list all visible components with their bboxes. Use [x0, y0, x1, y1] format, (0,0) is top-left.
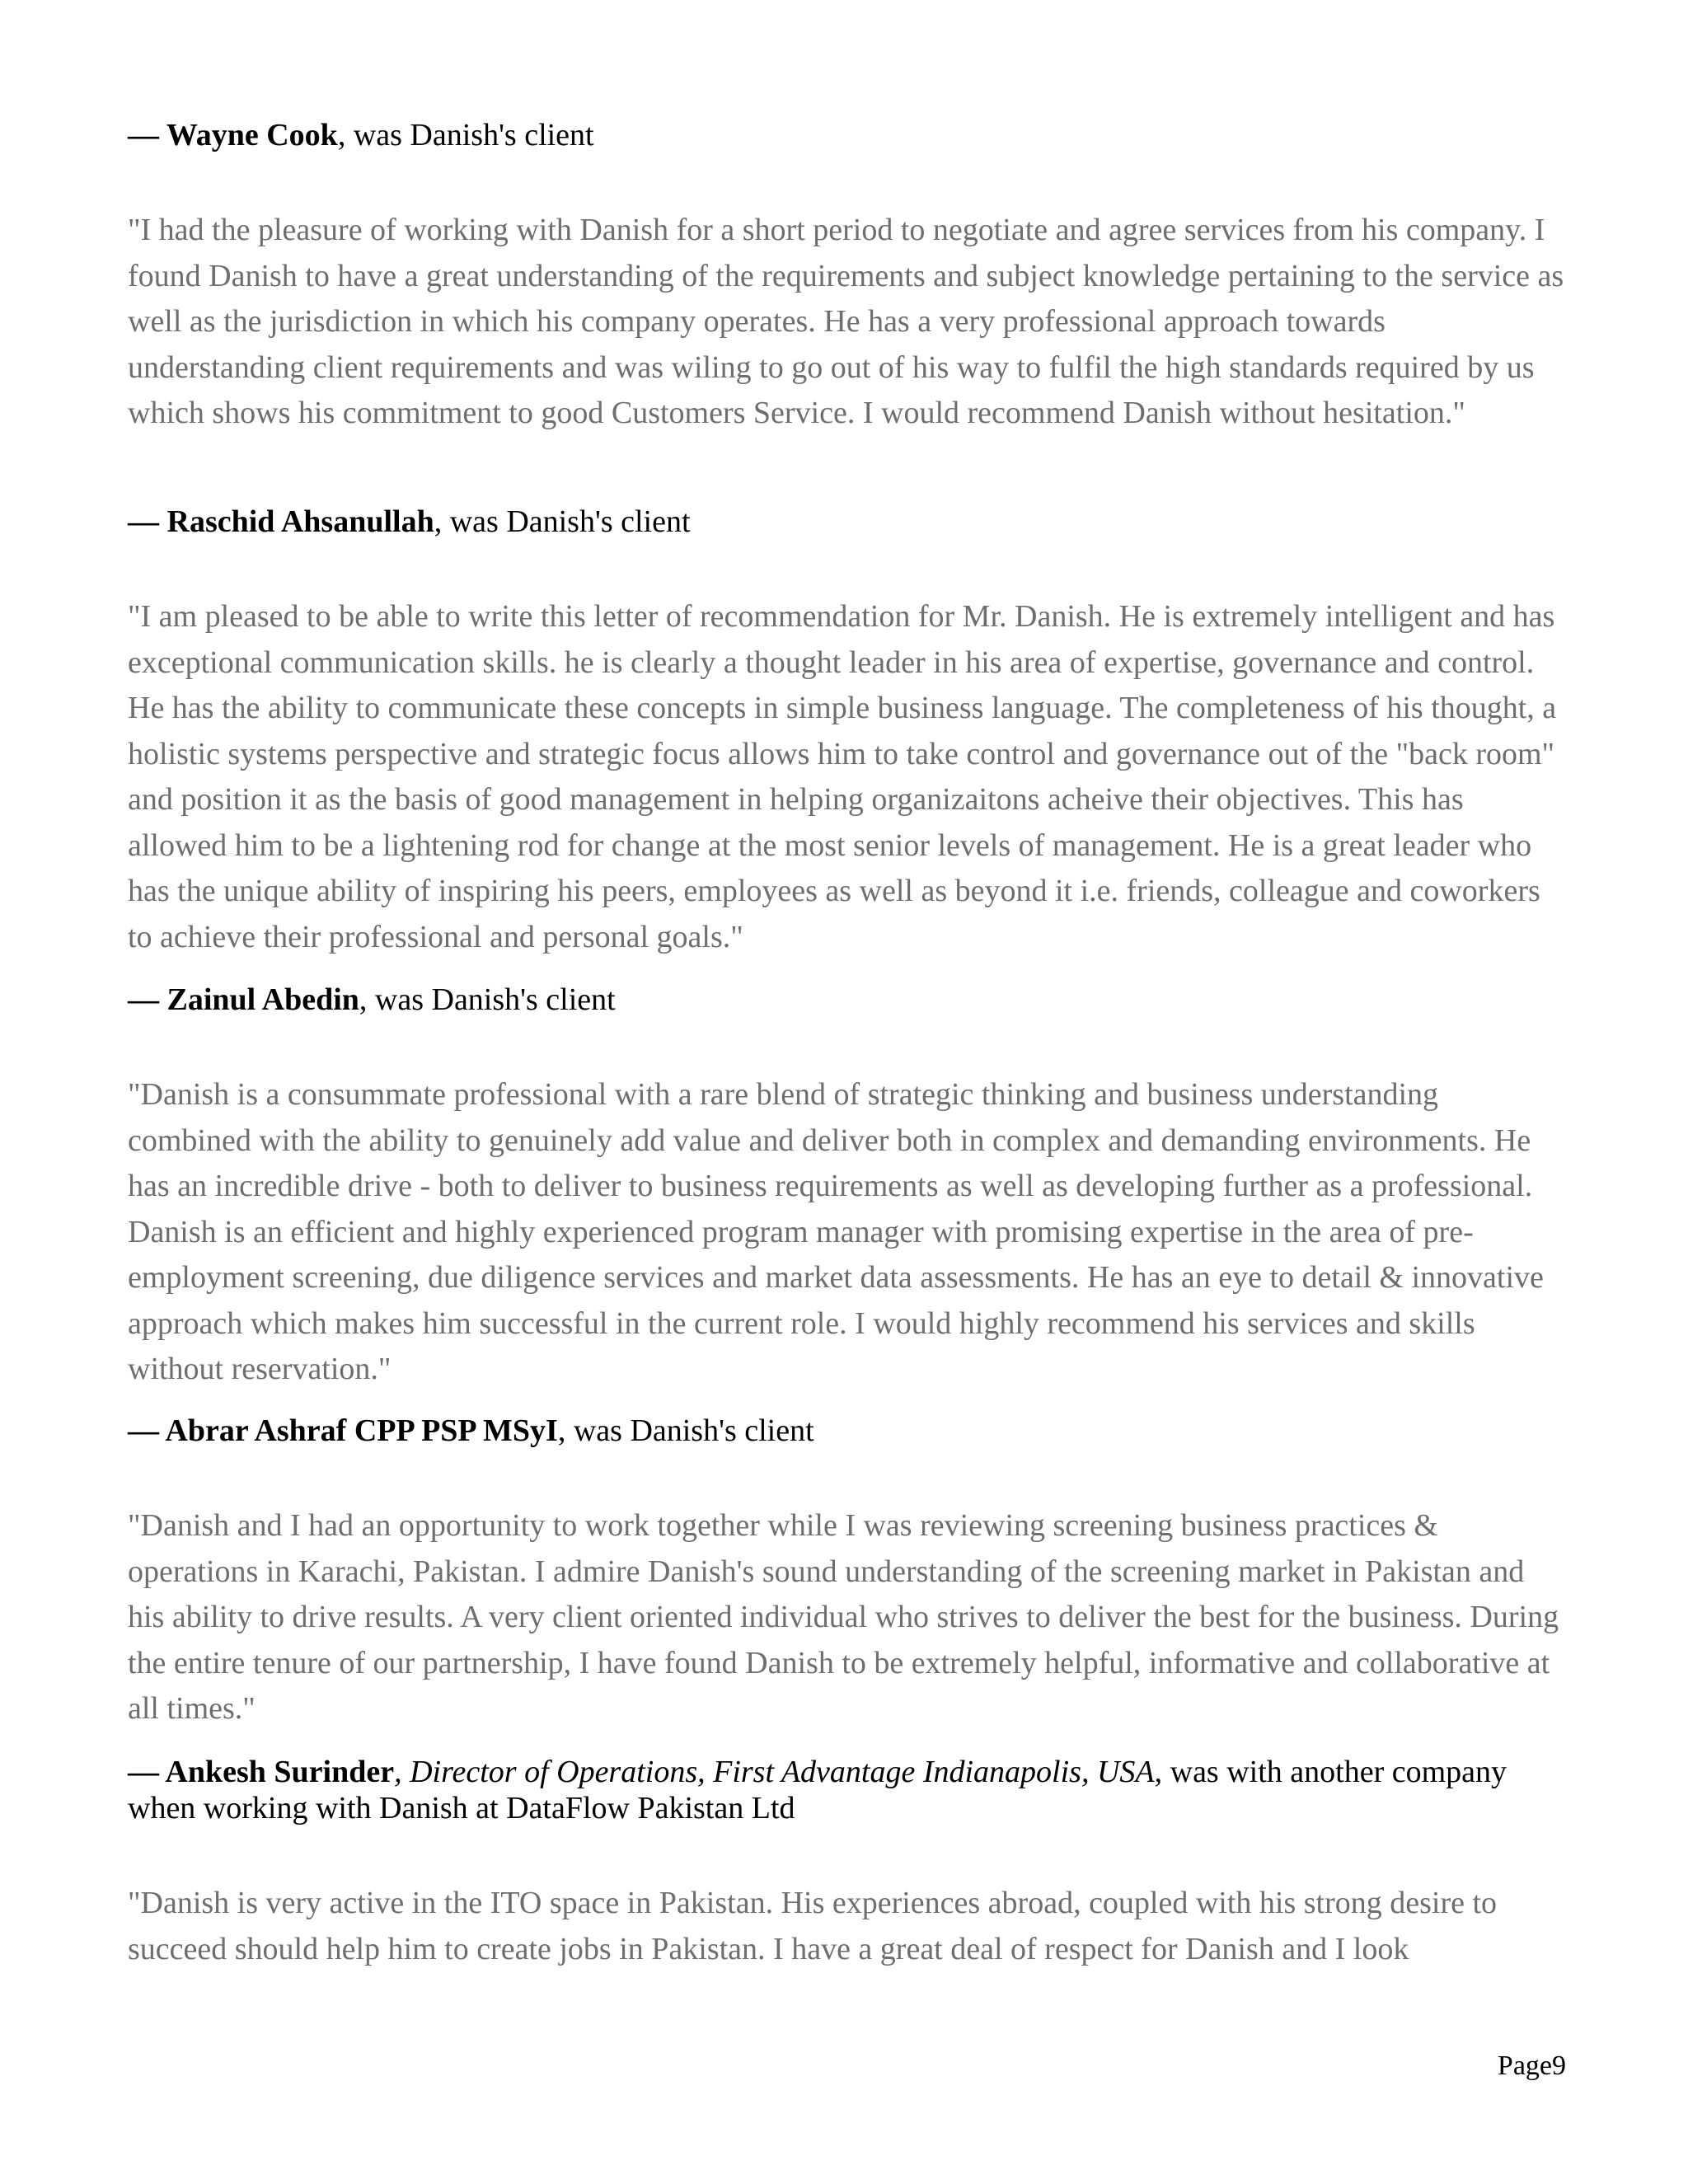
attribution-dash: —	[128, 504, 167, 539]
attribution-dash: —	[128, 1413, 166, 1448]
relation-text: , was Danish's client	[359, 982, 616, 1017]
recommender-name: Wayne Cook	[166, 118, 338, 152]
recommender-name: Abrar Ashraf CPP PSP MSyI	[165, 1413, 558, 1448]
attribution-raschid-ahsanullah	[128, 504, 1566, 540]
attribution-dash: —	[128, 118, 166, 152]
recommendation-quote: "Danish and I had an opportunity to work together while I was reviewing screening business practices & operations in Karachi, Pakistan. I admire Danish's sound understanding of the screening market in Pakistan and his ability to drive results. A very client oriented individual who strives to deliver the best for the business. During the entire tenure of our partnership, I have found Danish to be extremely helpful, informative and collaborative at all times."	[128, 1508, 1559, 1726]
attribution-abrar-ashraf	[128, 1413, 1566, 1449]
recommender-name: Ankesh Surinder	[165, 1755, 395, 1789]
recommender-name: Raschid Ahsanullah	[166, 504, 434, 539]
page-number: Page9	[1497, 2050, 1566, 2081]
relation-text: , was Danish's client	[557, 1413, 814, 1448]
recommender-role: , Director of Operations, First Advantage Indianapolis, USA	[394, 1755, 1155, 1789]
attribution-wayne-cook	[128, 117, 1566, 153]
recommendation-quote: "Danish is a consummate professional with a rare blend of strategic thinking and business understanding combined with the ability to genuinely add value and deliver both in complex and demanding environments. He has an incredible drive - both to deliver to business requirements as well as developing further as a professional. Danish is an efficient and highly experienced program manager with promising expertise in the area of pre-employment screening, due diligence services and market data assessments. He has an eye to detail & innovative approach which makes him successful in the current role. I would highly recommend his services and skills without reservation."	[128, 1077, 1544, 1386]
recommendation-quote: "I am pleased to be able to write this letter of recommendation for Mr. Danish. He is extremely intelligent and has exceptional communication skills. he is clearly a thought leader in his area of expertise, governance and control. He has the ability to communicate these concepts in simple business language. The completeness of his thought, a holistic systems perspective and strategic focus allows him to take control and governance out of the "back room" and position it as the basis of good management in helping organizaitons acheive their objectives. This has allowed him to be a lightening rod for change at the most senior levels of management. He is a great leader who has the unique ability of inspiring his peers, employees as well as beyond it i.e. friends, colleague and coworkers to achieve their professional and personal goals."	[128, 599, 1557, 954]
relation-text: , was with another company when working with Danish at DataFlow Pakistan Ltd	[128, 1755, 1507, 1825]
recommendation-quote: "I had the pleasure of working with Danish for a short period to negotiate and agree services from his company. I found Danish to have a great understanding of the requirements and subject knowledge pertaining to the service as well as the jurisdiction in which his company operates. He has a very professional approach towards understanding client requirements and was wiling to go out of his way to fulfil the high standards required by us which shows his commitment to good Customers Service. I would recommend Danish without hesitation."	[128, 213, 1564, 430]
recommender-name: Zainul Abedin	[166, 982, 359, 1017]
attribution-ankesh-surinder	[128, 1754, 1566, 1826]
attribution-dash: —	[128, 982, 167, 1017]
relation-text: , was Danish's client	[337, 118, 594, 152]
attribution-zainul-abedin	[128, 982, 1566, 1018]
attribution-dash: —	[128, 1755, 166, 1789]
relation-text: , was Danish's client	[434, 504, 691, 539]
recommendation-quote: "Danish is very active in the ITO space in Pakistan. His experiences abroad, coupled with his strong desire to succeed should help him to create jobs in Pakistan. I have a great deal of respect for Danish and I look	[128, 1886, 1498, 1966]
